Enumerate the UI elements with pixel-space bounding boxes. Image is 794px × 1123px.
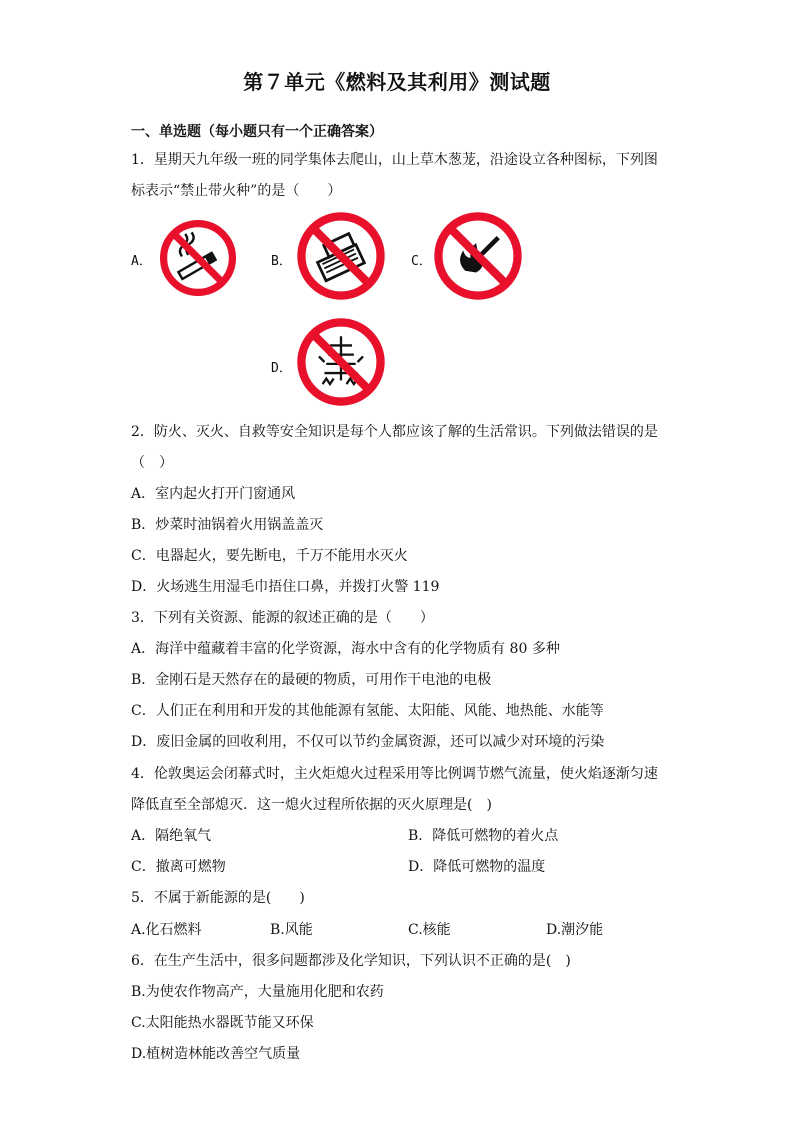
q2-option-d: D．火场逃生用湿毛巾捂住口鼻，并拨打火警 119 <box>131 579 440 595</box>
q6-option-b: B.为使农作物高产，大量施用化肥和农药 <box>131 984 384 1000</box>
q6-option-c: C.太阳能热水器既节能又环保 <box>131 1015 314 1031</box>
q6-option-d: D.植树造林能改善空气质量 <box>131 1046 301 1062</box>
q1-stem-line1: 1．星期天九年级一班的同学集体去爬山，山上草木葱茏，沿途设立各种图标，下列图 <box>131 152 658 168</box>
q1-option-b-label: B． <box>271 254 292 269</box>
section-heading: 一、单选题（每小题只有一个正确答案） <box>131 124 383 140</box>
q4-stem-line1: 4．伦敦奥运会闭幕式时，主火炬熄火过程采用等比例调节燃气流量，使火焰逐渐匀速 <box>131 766 658 782</box>
q2-stem-line1: 2．防火、灭火、自救等安全知识是每个人都应该了解的生活常识。下列做法错误的是 <box>131 424 658 440</box>
q5-option-a: A.化石燃料 <box>131 922 202 938</box>
q3-option-a: A．海洋中蕴藏着丰富的化学资源，海水中含有的化学物质有 80 多种 <box>131 641 560 657</box>
q4-option-b: B．降低可燃物的着火点 <box>408 828 559 844</box>
q1-option-c-label: C． <box>411 254 432 269</box>
no-matches-icon <box>295 210 387 302</box>
q2-option-a: A．室内起火打开门窗通风 <box>131 486 296 502</box>
no-smoking-icon <box>158 218 238 298</box>
q5-stem: 5．不属于新能源的是( ) <box>131 890 305 906</box>
q2-stem-line2: （ ） <box>131 455 173 471</box>
q5-option-d: D.潮汐能 <box>546 922 604 938</box>
q5-option-c: C.核能 <box>408 922 451 938</box>
q6-stem: 6．在生产生活中，很多问题都涉及化学知识，下列认识不正确的是( ) <box>131 953 571 969</box>
page-title: 第７单元《燃料及其利用》测试题 <box>243 70 551 94</box>
q4-option-a: A．隔绝氧气 <box>131 828 212 844</box>
q3-option-c: C．人们正在利用和开发的其他能源有氢能、太阳能、风能、地热能、水能等 <box>131 703 604 719</box>
q4-stem-line2: 降低直至全部熄灭．这一熄火过程所依据的灭火原理是( ) <box>131 797 492 813</box>
no-fireworks-icon <box>295 316 387 408</box>
q1-option-a-label: A． <box>131 254 152 269</box>
q3-stem: 3．下列有关资源、能源的叙述正确的是（ ） <box>131 610 434 626</box>
q2-option-c: C．电器起火，要先断电，千万不能用水灭火 <box>131 548 408 564</box>
q4-option-c: C．撤离可燃物 <box>131 859 226 875</box>
no-open-flame-icon <box>432 210 524 302</box>
q1-option-d-label: D． <box>271 361 292 376</box>
q3-option-d: D．废旧金属的回收利用，不仅可以节约金属资源，还可以减少对环境的污染 <box>131 734 605 750</box>
q1-stem-line2: 标表示“禁止带火种”的是（ ） <box>131 183 342 199</box>
q3-option-b: B．金刚石是天然存在的最硬的物质，可用作干电池的电极 <box>131 672 492 688</box>
q2-option-b: B．炒菜时油锅着火用锅盖盖灭 <box>131 517 324 533</box>
q5-option-b: B.风能 <box>270 922 313 938</box>
q4-option-d: D．降低可燃物的温度 <box>408 859 546 875</box>
